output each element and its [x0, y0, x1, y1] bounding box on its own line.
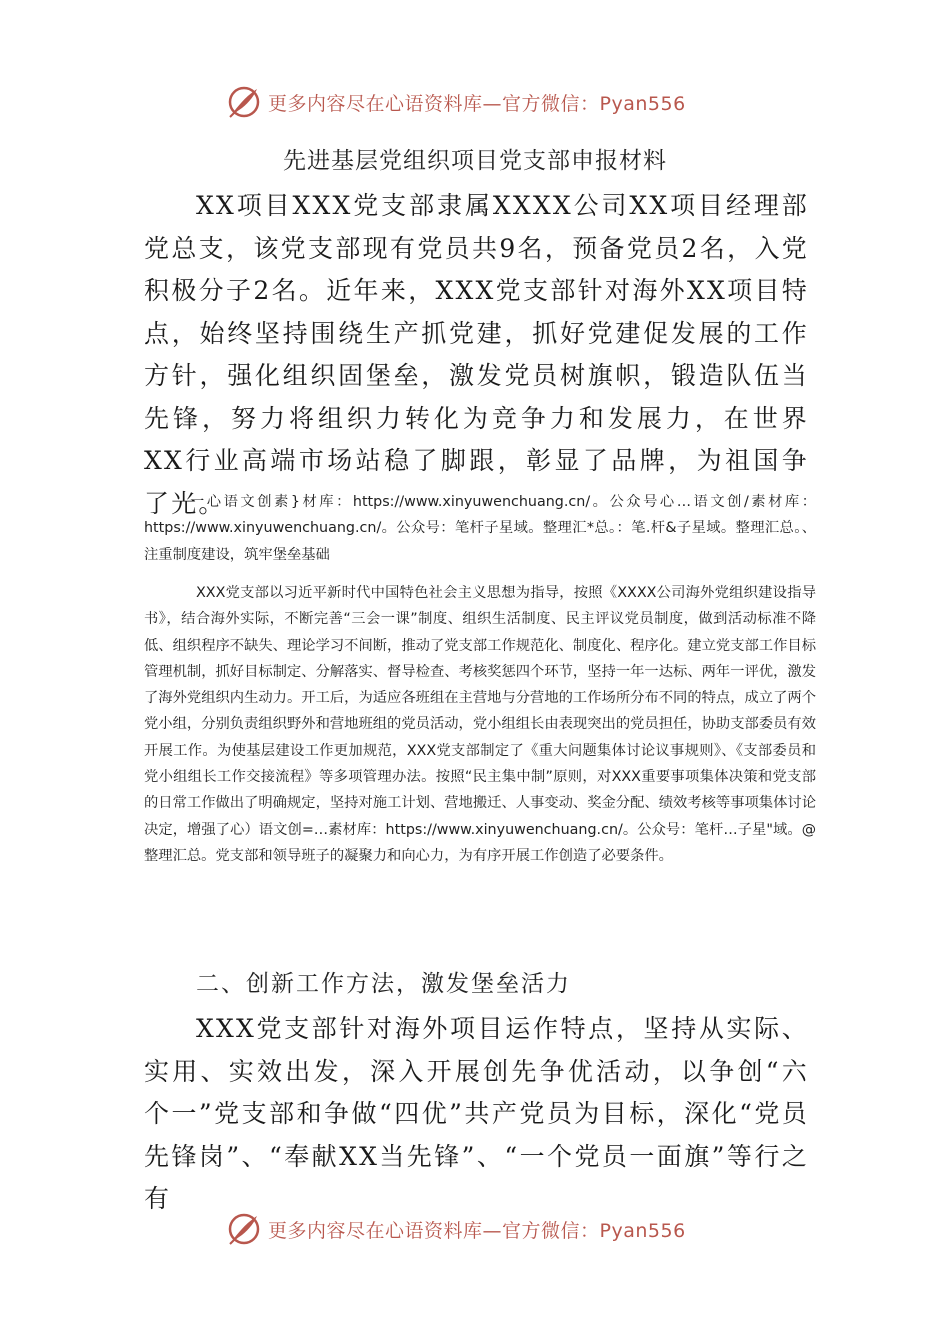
banner-text: 更多内容尽在心语资料库—官方微信：Pyan556	[268, 92, 686, 115]
system-paragraph: XXX党支部以习近平新时代中国特色社会主义思想为指导，按照《XXXX公司海外党组织建设指导书》，结合海外实际，不断完善“三会一课”制度、组织生活制度、民主评议党员制度，做到活动标准不降低、组织程序不缺失、理论学习不间断，推动了党支部工作规范化、制度化、程序化。建立党支部工作目标管理机制，抓好目标制定、分解落实、督导检查、考核奖惩四个环节，坚持一年一达标、两年一评优，激发了海外党组织内生动力。开工后，为适应各班组在主营地与分营地的工作场所分布不同的特点，成立了两个党小组，分别负责组织野外和营地班组的党员活动，党小组组长由表现突出的党员担任，协助支部委员有效开展工作。为使基层建设工作更加规范，XXX党支部制定了《重大问题集体讨论议事规则》、《支部委员和党小组组长工作交接流程》等多项管理办法。按照“民主集中制”原则，对XXX重要事项集体决策和党支部的日常工作做出了明确规定，坚持对施工计划、营地搬迁、人事变动、奖金分配、绩效考核等事项集体讨论决定，增强了心）语文创=…素材库：https://www.xinyuwenchuang.cn/。公众号：笔杆…子星"域。@整理汇总。党支部和领导班子的凝聚力和向心力，为有序开展工作创造了必要条件。	[144, 585, 816, 864]
section-two-paragraph: XXX党支部针对海外项目运作特点，坚持从实际、实用、实效出发，深入开展创先争优活动，以争创“六个一”党支部和争做“四优”共产党员为目标，深化“党员先锋岗”、“奉献XX当先锋”、“一个党员一面旗”等行之有	[144, 1014, 809, 1213]
footer-banner	[226, 1209, 746, 1249]
header-banner	[226, 82, 746, 122]
intro-paragraph: XX项目XXX党支部隶属XXXX公司XX项目经理部党总支，该党支部现有党员共9名，预备党员2名，入党积极分子2名。近年来，XXX党支部针对海外XX项目特点，始终坚持围绕生产抓党建，抓好党建促发展的工作方针，强化组织固堡垒，激发党员树旗帜，锻造队伍当先锋，努力将组织力转化为竞争力和发展力，在世界XX行业高端市场站稳了脚跟，彰显了品牌，为祖国争了光。	[144, 191, 809, 518]
pen-feather-logo-icon	[226, 1211, 262, 1247]
section-two-heading: 二、创新工作方法，激发堡垒活力	[196, 971, 571, 997]
document-title: 先进基层党组织项目党支部申报材料	[283, 148, 667, 174]
watermark-paragraph: 一心语文创素}材库：https://www.xinyuwenchuang.cn/。公众号心…语文创/素材库：https://www.xinyuwenchuang.cn/。公众号：笔杆子星域。整理汇*总。：笔.杆&子星域。整理汇总。、注重制度建设，筑牢堡垒基础	[144, 494, 816, 563]
pen-feather-logo-icon	[226, 84, 262, 120]
banner-text: 更多内容尽在心语资料库—官方微信：Pyan556	[268, 1219, 686, 1242]
